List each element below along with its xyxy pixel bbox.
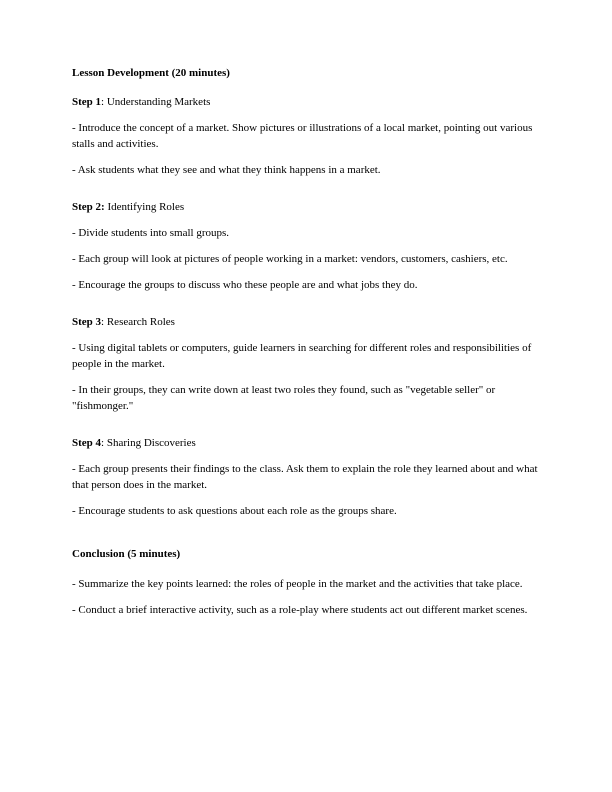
step-2-name: Identifying Roles <box>107 201 185 213</box>
step-1-section <box>72 95 542 178</box>
step-3-label: Step 3 <box>72 316 102 328</box>
step-3-bullet-1: - Using digital tablets or computers, guide learners in searching for different roles and responsibilities of people in the market. <box>72 342 532 370</box>
conclusion-section <box>72 547 542 618</box>
lesson-development-heading: Lesson Development (20 minutes) <box>72 67 230 79</box>
conclusion-bullet-1: - Summarize the key points learned: the roles of people in the market and the activities that take place. <box>72 578 523 590</box>
document-page <box>72 66 542 640</box>
step-1-bullet-2: - Ask students what they see and what they think happens in a market. <box>72 164 381 176</box>
step-2-bullet-1: - Divide students into small groups. <box>72 227 230 239</box>
step-2-title <box>72 200 542 215</box>
step-2-bullet-2: - Each group will look at pictures of people working in a market: vendors, customers, cashiers, etc. <box>72 253 508 265</box>
step-1-label: Step 1 <box>72 96 102 108</box>
step-4-bullet-1: - Each group presents their findings to the class. Ask them to explain the role they learned about and what that person does in the market. <box>72 463 538 491</box>
step-2-section <box>72 200 542 293</box>
conclusion-heading: Conclusion (5 minutes) <box>72 548 181 560</box>
step-1-name: Understanding Markets <box>106 96 211 108</box>
step-4-label: Step 4 <box>72 437 102 449</box>
step-1-sep: : <box>101 96 107 108</box>
step-3-section <box>72 315 542 414</box>
step-2-label: Step 2: <box>72 201 105 213</box>
step-4-title <box>72 436 542 451</box>
step-1-bullet-1: - Introduce the concept of a market. Show pictures or illustrations of a local market, pointing out various stalls and activities. <box>72 122 533 150</box>
conclusion-bullet-2: - Conduct a brief interactive activity, such as a role-play where students act out different market scenes. <box>72 604 528 616</box>
step-3-bullet-2: - In their groups, they can write down at least two roles they found, such as "vegetable seller" or "fishmonger." <box>72 384 496 412</box>
step-4-bullet-2: - Encourage students to ask questions about each role as the groups share. <box>72 505 397 517</box>
step-1-title <box>72 95 542 110</box>
step-4-name: Sharing Discoveries <box>106 437 196 449</box>
step-4-section <box>72 436 542 519</box>
step-3-title <box>72 315 542 330</box>
step-3-sep: : <box>101 316 107 328</box>
step-4-sep: : <box>101 437 107 449</box>
step-2-bullet-3: - Encourage the groups to discuss who these people are and what jobs they do. <box>72 279 418 291</box>
step-3-name: Research Roles <box>106 316 175 328</box>
